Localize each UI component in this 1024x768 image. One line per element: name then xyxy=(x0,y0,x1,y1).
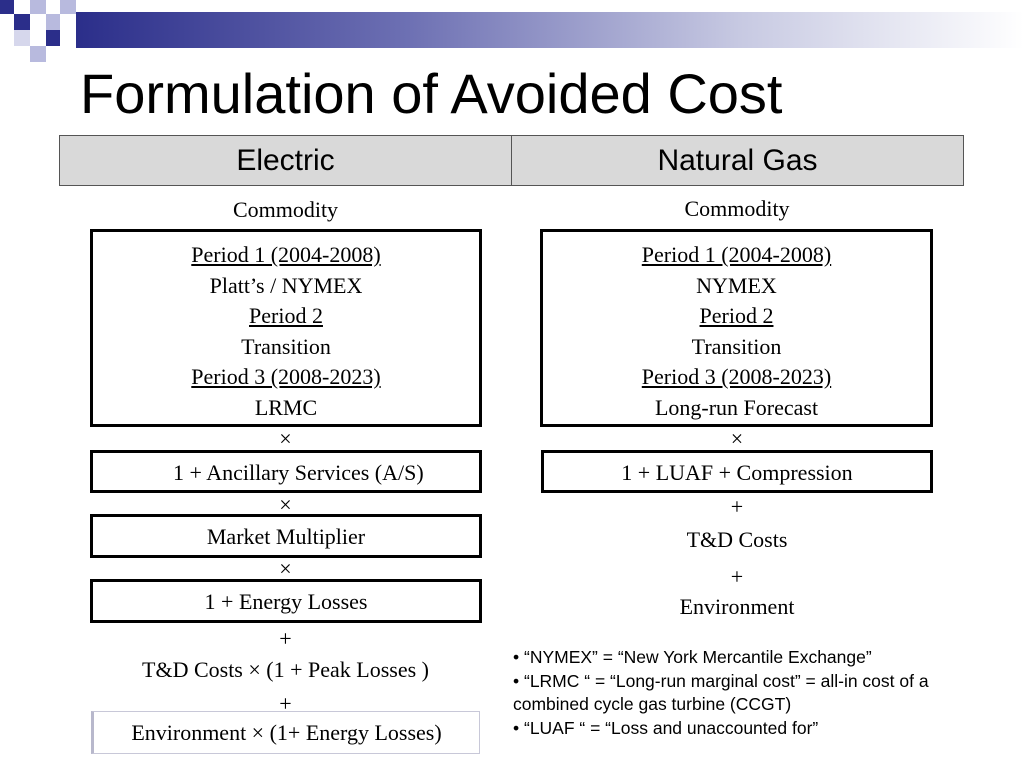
gas-commodity-box xyxy=(540,229,933,427)
decor-square-6 xyxy=(46,30,60,46)
electric-environment-box xyxy=(91,711,480,754)
decor-square-3 xyxy=(30,0,46,14)
electric-commodity-box xyxy=(90,229,482,427)
note-nymex: • “NYMEX” = “New York Mercantile Exchange” xyxy=(513,647,872,667)
decor-square-8 xyxy=(14,30,30,46)
note-lrmc: • “LRMC “ = “Long-run marginal cost” = all-in cost of a xyxy=(513,670,929,691)
note-luaf: • “LUAF “ = “Loss and unaccounted for” xyxy=(513,717,819,738)
gas-commodity-label: Commodity xyxy=(684,196,790,221)
decor-square-7 xyxy=(30,46,46,62)
decor-square-5 xyxy=(60,0,76,14)
column-header-row xyxy=(59,135,964,186)
electric-ancillary-text: 1 + Ancillary Services (A/S) xyxy=(173,460,424,485)
gas-plus-operator-1: + xyxy=(730,494,744,519)
header-natural-gas: Natural Gas xyxy=(511,136,963,185)
abbreviation-notes xyxy=(513,646,1013,740)
electric-times-operator-2: × xyxy=(279,492,292,517)
electric-period1-value: Platt’s / NYMEX xyxy=(209,272,363,298)
gas-luaf-box xyxy=(541,450,933,493)
electric-period2-value: Transition xyxy=(241,333,331,359)
electric-plus-operator-1: + xyxy=(279,626,292,651)
gas-times-operator-1: × xyxy=(730,426,744,451)
electric-times-operator-1: × xyxy=(279,426,292,451)
electric-period3-label: Period 3 (2008-2023) xyxy=(191,364,381,389)
gas-environment: Environment xyxy=(679,594,795,619)
electric-ancillary-box xyxy=(90,450,482,493)
gas-period3-label: Period 3 (2008-2023) xyxy=(641,364,832,389)
electric-market-multiplier-box xyxy=(90,514,482,558)
header-electric: Electric xyxy=(236,143,335,177)
gas-period3-value: Long-run Forecast xyxy=(654,394,819,420)
slide-title: Formulation of Avoided Cost xyxy=(80,62,783,125)
electric-plus-operator-2: + xyxy=(279,691,292,716)
electric-period3-value: LRMC xyxy=(254,394,318,420)
title-gradient-bar xyxy=(76,12,1024,48)
note-lrmc-continued: combined cycle gas turbine (CCGT) xyxy=(513,694,792,714)
electric-energy-losses-box xyxy=(90,579,482,623)
electric-period1-label: Period 1 (2004-2008) xyxy=(191,242,381,267)
decor-square-1 xyxy=(0,0,14,14)
gas-period1-label: Period 1 (2004-2008) xyxy=(641,242,832,267)
electric-td-costs: T&D Costs × (1 + Peak Losses ) xyxy=(142,657,429,682)
electric-market-multiplier-text: Market Multiplier xyxy=(206,524,366,549)
electric-energy-losses-text: 1 + Energy Losses xyxy=(204,589,368,614)
electric-environment-text: Environment × (1+ Energy Losses) xyxy=(131,719,442,745)
electric-period2-label: Period 2 xyxy=(249,303,323,328)
electric-commodity-label: Commodity xyxy=(232,197,339,222)
decor-square-2 xyxy=(14,14,30,30)
gas-td-costs: T&D Costs xyxy=(686,527,788,552)
gas-period2-label: Period 2 xyxy=(699,303,774,328)
decor-square-4 xyxy=(46,14,60,30)
electric-times-operator-3: × xyxy=(279,556,292,581)
gas-period1-value: NYMEX xyxy=(696,272,777,298)
gas-period2-value: Transition xyxy=(691,333,782,359)
gas-plus-operator-2: + xyxy=(730,564,744,589)
gas-luaf-text: 1 + LUAF + Compression xyxy=(621,460,853,485)
